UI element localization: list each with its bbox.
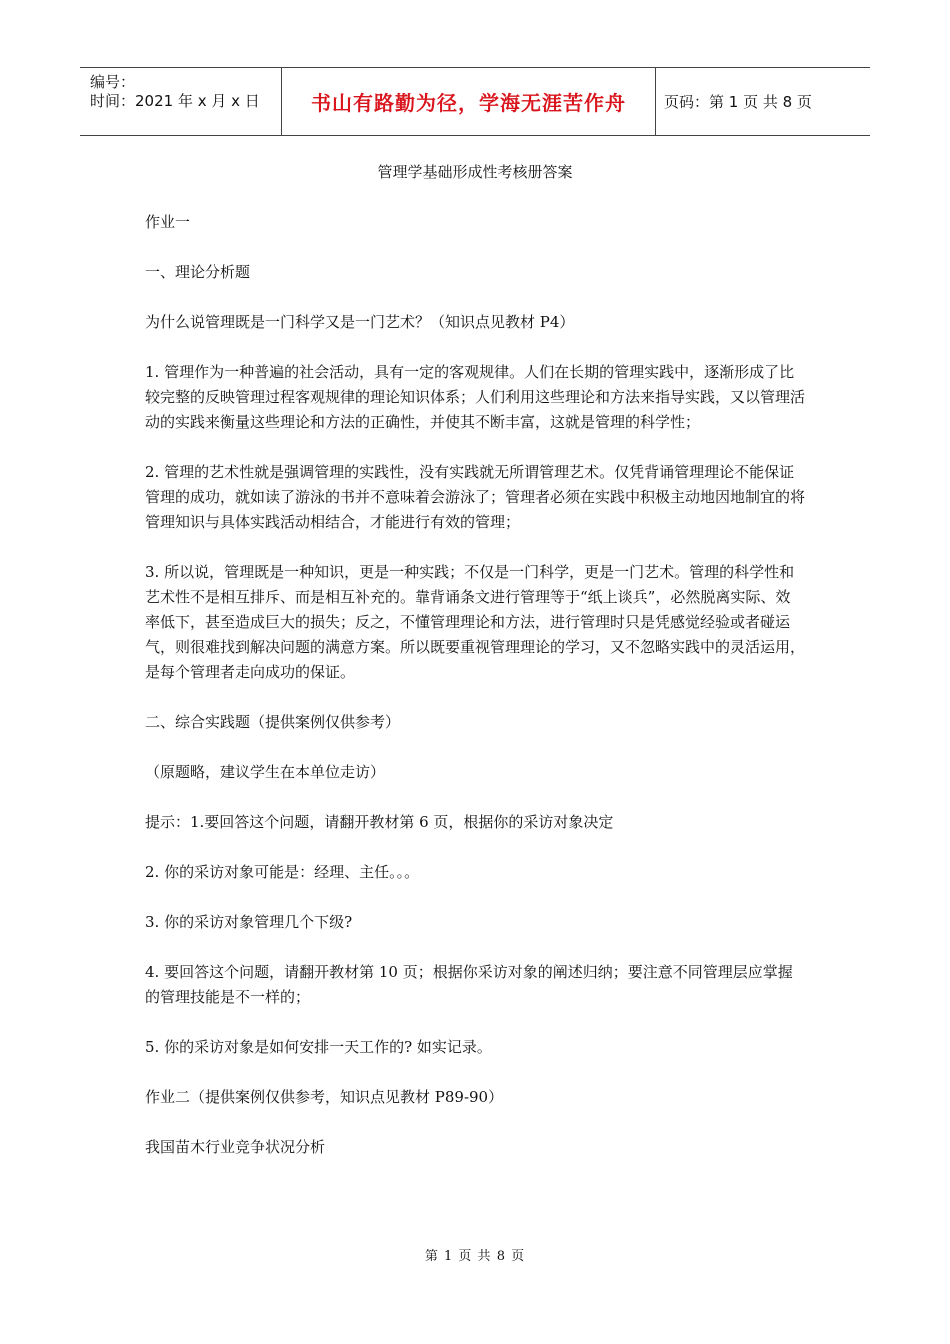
paragraph: 提示：1.要回答这个问题，请翻开教材第 6 页，根据你的采访对象决定 [145,813,614,831]
paragraph: 我国苗木行业竞争状况分析 [145,1138,326,1156]
paragraph: 5. 你的采访对象是如何安排一天工作的? 如实记录。 [145,1038,492,1056]
paragraph: 4. 要回答这个问题，请翻开教材第 10 页；根据你采访对象的阐述归纳；要注意不同管理层应掌握的管理技能是不一样的； [145,963,793,1006]
document-title: 管理学基础形成性考核册答案 [377,163,573,181]
paragraph: 3. 你的采访对象管理几个下级? [145,913,353,931]
paragraph: （原题略，建议学生在本单位走访） [145,763,386,781]
motto: 书山有路勤为径，学海无涯苦作舟 [282,68,656,135]
document-body [145,210,805,1185]
paragraph: 2. 你的采访对象可能是：经理、主任。。。 [145,863,420,881]
paragraph: 为什么说管理既是一门科学又是一门艺术？（知识点见教材 P4） [145,313,575,331]
paragraph: 作业一 [145,213,191,231]
header-page-info: 页码：第 1 页 共 8 页 [664,93,812,111]
paragraph: 2. 管理的艺术性就是强调管理的实践性，没有实践就无所谓管理艺术。仅凭背诵管理理论不能保证管理的成功，就如读了游泳的书并不意味着会游泳了；管理者必须在实践中积极主动地因地制宜的将管理知识与具体实践活动相结合，才能进行有效的管理； [145,463,806,531]
page-footer: 第 1 页 共 8 页 [424,1249,526,1264]
paragraph: 1. 管理作为一种普遍的社会活动，具有一定的客观规律。人们在长期的管理实践中，逐渐形成了比较完整的反映管理过程客观规律的理论知识体系；人们利用这些理论和方法来指导实践，又以管理活动的实践来衡量这些理论和方法的正确性，并使其不断丰富，这就是管理的科学性； [145,363,806,431]
paragraph: 作业二（提供案例仅供参考，知识点见教材 P89-90） [145,1088,504,1106]
paragraph: 3. 所以说，管理既是一种知识，更是一种实践；不仅是一门科学，更是一门艺术。管理的科学性和艺术性不是相互排斥、而是相互补充的。靠背诵条文进行管理等于“纸上谈兵”，必然脱离实际、效率低下，甚至造成巨大的损失；反之，不懂管理理论和方法，进行管理时只是凭感觉经验或者碰运气，则很难找到解决问题的满意方案。所以既要重视管理理论的学习，又不忽略实践中的灵活运用，是每个管理者走向成功的保证。 [145,563,806,681]
paragraph: 一、理论分析题 [145,263,251,281]
paragraph: 二、综合实践题（提供案例仅供参考） [145,713,401,731]
header-table [80,67,870,136]
header-meta [80,68,282,135]
number-label: 编号： [90,73,136,91]
date-label: 时间：2021 年 x 月 x 日 [90,92,260,110]
